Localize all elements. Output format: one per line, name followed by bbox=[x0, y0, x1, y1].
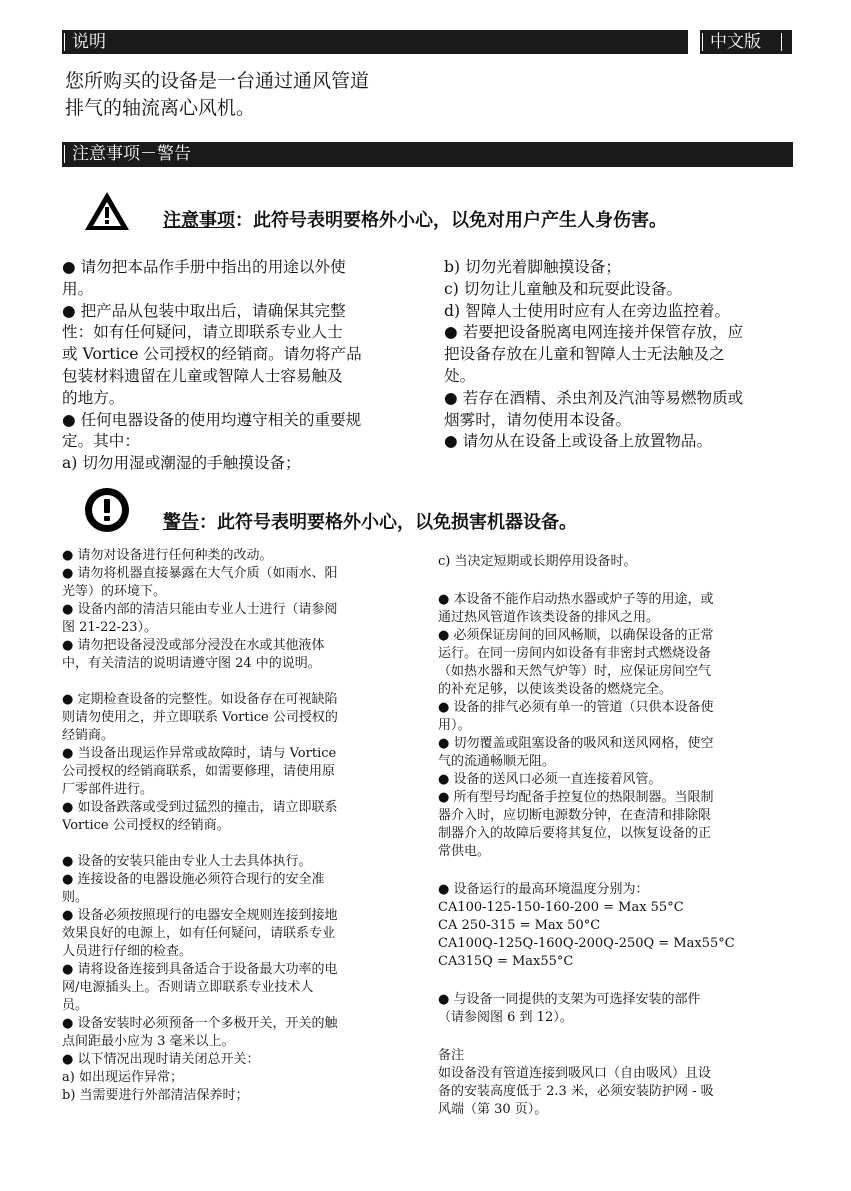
text-line: 则。 bbox=[62, 890, 89, 905]
header-bar bbox=[62, 30, 688, 54]
text-line: ● 请勿把设备浸没或部分浸没在水或其他液体 bbox=[62, 638, 325, 653]
section-title: 注意事项－警告 bbox=[72, 144, 191, 164]
text-line: 把设备存放在儿童和智障人士无法触及之 bbox=[444, 345, 725, 364]
text-line: 常供电。 bbox=[438, 844, 491, 859]
text-line: 网/电源插头上。否则请立即联系专业技术人 bbox=[62, 980, 314, 995]
text-line: （请参阅图 6 到 12）。 bbox=[438, 1010, 573, 1025]
text-line: ● 设备的排气必须有单一的管道（只供本设备使 bbox=[438, 700, 714, 715]
text-line: 备注 bbox=[438, 1048, 465, 1063]
text-line: ● 以下情况出现时请关闭总开关： bbox=[62, 1052, 260, 1067]
text-line: 效果良好的电源上，如有任何疑问，请联系专业 bbox=[62, 926, 336, 941]
text-line: CA100-125-150-160-200 = Max 55°C bbox=[438, 900, 684, 915]
text-line: ● 请勿将机器直接暴露在大气介质（如雨水、阳 bbox=[62, 566, 338, 581]
text-line: 用。 bbox=[62, 279, 94, 298]
text-line: ● 必须保证房间的回风畅顺，以确保设备的正常 bbox=[438, 628, 714, 643]
text-line: ● 设备必须按照现行的电器安全规则连接到接地 bbox=[62, 908, 338, 923]
warning-text: ：此符号表明要格外小心，以免损害机器设备。 bbox=[199, 512, 577, 533]
text-line: ● 设备内部的清洁只能由专业人士进行（请参阅 bbox=[62, 602, 338, 617]
warning-label: 警告 bbox=[163, 512, 199, 533]
text-line: ● 若存在酒精、杀虫剂及汽油等易燃物质或 bbox=[444, 388, 744, 407]
text-line: d) 智障人士使用时应有人在旁边监控着。 bbox=[444, 301, 731, 320]
text-line: 的补充足够，以使该类设备的燃烧完全。 bbox=[438, 682, 673, 697]
caution-right-column bbox=[444, 257, 743, 453]
text-line: ● 请将设备连接到具备适合于设备最大功率的电 bbox=[62, 962, 338, 977]
text-line: 的地方。 bbox=[62, 388, 125, 407]
warning-right-column bbox=[438, 553, 735, 1119]
text-line: ● 所有型号均配备手控复位的热限制器。当限制 bbox=[438, 790, 714, 805]
text-line: 则请勿使用之，并立即联系 Vortice 公司授权的 bbox=[62, 710, 338, 725]
text-line: 图 21-22-23）。 bbox=[62, 620, 158, 635]
text-line: CA100Q-125Q-160Q-200Q-250Q = Max55°C bbox=[438, 936, 735, 951]
text-line: 如设备没有管道连接到吸风口（自由吸风）且设 bbox=[438, 1066, 712, 1081]
text-line: 光等）的环境下。 bbox=[62, 584, 167, 599]
caution-statement bbox=[163, 206, 667, 232]
bar-tick bbox=[64, 145, 65, 163]
text-line: b) 切勿光着脚触摸设备； bbox=[444, 258, 621, 276]
text-line: 公司授权的经销商联系，如需要修理，请使用原 bbox=[62, 764, 336, 779]
text-line: ● 把产品从包装中取出后，请确保其完整 bbox=[62, 301, 346, 320]
warning-statement bbox=[163, 508, 577, 534]
text-line: 通过热风管道作该类设备的排风之用。 bbox=[438, 610, 660, 625]
text-line: 风端（第 30 页）。 bbox=[438, 1102, 548, 1117]
text-line: 运行。在同一房间内如设备有非密封式燃烧设备 bbox=[438, 646, 712, 661]
text-line: ● 定期检查设备的完整性。如设备存在可视缺陷 bbox=[62, 692, 338, 707]
text-line: ● 设备的送风口必须一直连接着风管。 bbox=[438, 772, 662, 787]
text-line: ● 本设备不能作启动热水器或炉子等的用途，或 bbox=[438, 592, 714, 607]
text-line: 定。其中： bbox=[62, 432, 140, 451]
bar-tick bbox=[781, 33, 782, 51]
text-line: 器介入时，应切断电源数分钟，在查清和排除限 bbox=[438, 808, 712, 823]
text-line: 或 Vortice 公司授权的经销商。请勿将产品 bbox=[62, 345, 362, 364]
header-title: 说明 bbox=[72, 32, 106, 52]
text-line: ● 设备安装时必须预备一个多极开关，开关的触 bbox=[62, 1016, 338, 1031]
language-label: 中文版 bbox=[710, 32, 761, 52]
text-line: ● 切勿覆盖或阻塞设备的吸风和送风网格，使空 bbox=[438, 736, 714, 751]
text-line: ● 请勿把本品作手册中指出的用途以外使 bbox=[62, 258, 346, 276]
text-line: ● 连接设备的电器设施必须符合现行的安全准 bbox=[62, 872, 325, 887]
language-bar bbox=[700, 30, 792, 54]
warning-left-column bbox=[62, 547, 338, 1105]
text-line: ● 设备的安装只能由专业人士去具体执行。 bbox=[62, 854, 312, 869]
caution-left-column bbox=[62, 257, 362, 475]
text-line: ● 与设备一同提供的支架为可选择安装的部件 bbox=[438, 992, 701, 1007]
text-line: CA315Q = Max55°C bbox=[438, 954, 574, 969]
text-line: 人员进行仔细的检查。 bbox=[62, 944, 193, 959]
text-line: CA 250-315 = Max 50°C bbox=[438, 918, 601, 933]
text-line: ● 请勿对设备进行任何种类的改动。 bbox=[62, 548, 273, 563]
intro-text bbox=[65, 68, 369, 122]
warning-triangle-icon bbox=[83, 190, 131, 232]
text-line: 用）。 bbox=[438, 718, 471, 733]
exclamation-circle-icon bbox=[83, 486, 131, 534]
text-line: a) 如出现运作异常； bbox=[62, 1070, 183, 1085]
text-line: ● 设备运行的最高环境温度分别为： bbox=[438, 882, 649, 897]
text-line: ● 若要把设备脱离电网连接并保管存放，应 bbox=[444, 323, 744, 342]
caution-label: 注意事项 bbox=[163, 210, 235, 231]
bar-tick bbox=[702, 33, 703, 51]
text-line: b) 当需要进行外部清洁保养时； bbox=[62, 1088, 249, 1103]
text-line: 中，有关清洁的说明请遵守图 24 中的说明。 bbox=[62, 656, 321, 671]
bar-tick bbox=[64, 33, 65, 51]
text-line: ● 任何电器设备的使用均遵守相关的重要规 bbox=[62, 410, 362, 429]
caution-text: ：此符号表明要格外小心，以免对用户产生人身伤害。 bbox=[235, 210, 667, 231]
text-line: 性：如有任何疑问，请立即联系专业人士 bbox=[62, 323, 343, 342]
intro-line: 排气的轴流离心风机。 bbox=[65, 97, 256, 119]
text-line: 包装材料遗留在儿童或智障人士容易触及 bbox=[62, 366, 343, 385]
text-line: 制器介入的故障后要将其复位，以恢复设备的正 bbox=[438, 826, 712, 841]
text-line: a) 切勿用湿或潮湿的手触摸设备； bbox=[62, 454, 301, 473]
section-bar bbox=[62, 142, 793, 167]
text-line: c) 当决定短期或长期停用设备时。 bbox=[438, 554, 637, 569]
text-line: 烟雾时，请勿使用本设备。 bbox=[444, 410, 632, 429]
text-line: ● 当设备出现运作异常或故障时，请与 Vortice bbox=[62, 746, 337, 761]
text-line: 员。 bbox=[62, 998, 89, 1013]
text-line: 气的流通畅顺无阻。 bbox=[438, 754, 556, 769]
text-line: （如热水器和天然气炉等）时，应保证房间空气 bbox=[438, 664, 712, 679]
intro-line: 您所购买的设备是一台通过通风管道 bbox=[65, 70, 370, 92]
text-line: ● 请勿从在设备上或设备上放置物品。 bbox=[444, 432, 713, 451]
text-line: 备的安装高度低于 2.3 米，必须安装防护网 - 吸 bbox=[438, 1084, 714, 1099]
text-line: 厂零部件进行。 bbox=[62, 782, 154, 797]
text-line: 点间距最小应为 3 毫米以上。 bbox=[62, 1034, 235, 1049]
text-line: c) 切勿让儿童触及和玩耍此设备。 bbox=[444, 279, 683, 298]
text-line: Vortice 公司授权的经销商。 bbox=[62, 818, 230, 833]
text-line: 处。 bbox=[444, 366, 476, 385]
text-line: ● 如设备跌落或受到过猛烈的撞击，请立即联系 bbox=[62, 800, 338, 815]
text-line: 经销商。 bbox=[62, 728, 115, 743]
